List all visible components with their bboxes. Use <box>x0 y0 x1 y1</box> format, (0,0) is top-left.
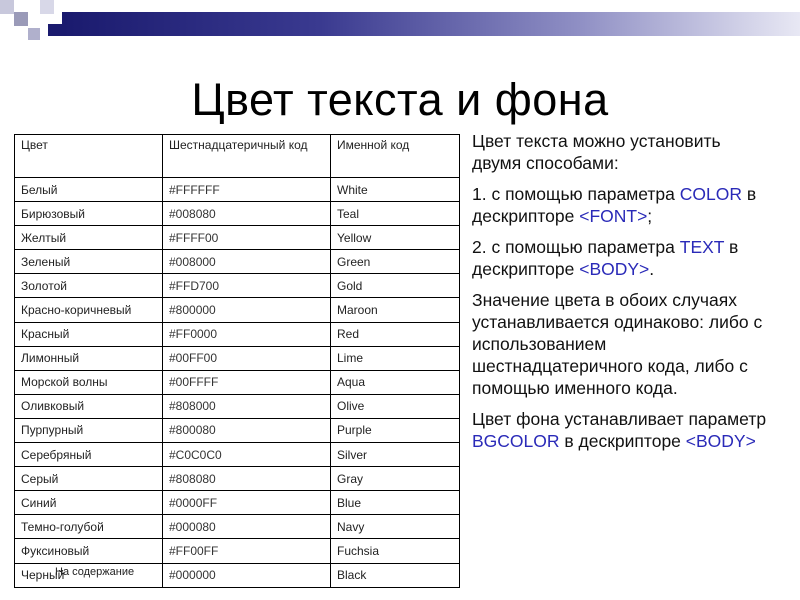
cell-name: Aqua <box>331 370 460 394</box>
cell-name: Navy <box>331 515 460 539</box>
cell-name: Yellow <box>331 226 460 250</box>
deco-square <box>48 24 62 36</box>
cell-color: Черный <box>15 563 163 587</box>
cell-color: Бирюзовый <box>15 202 163 226</box>
slide-title: Цвет текста и фона <box>191 74 609 125</box>
table-row <box>15 370 460 394</box>
cell-hex: #00FF00 <box>163 346 331 370</box>
explanation-text <box>472 130 772 461</box>
table-row <box>15 250 460 274</box>
cell-name: Green <box>331 250 460 274</box>
header-hex: Шестнадцатеричный код <box>163 135 331 178</box>
text-fragment: Цвет фона устанавливает параметр <box>472 409 767 429</box>
text-fragment: в дескрипторе <box>472 184 757 226</box>
keyword: BGCOLOR <box>472 431 560 451</box>
cell-hex: #800000 <box>163 298 331 322</box>
table-row <box>15 467 460 491</box>
cell-color: Синий <box>15 491 163 515</box>
cell-name: Black <box>331 563 460 587</box>
cell-name: Blue <box>331 491 460 515</box>
cell-name: Teal <box>331 202 460 226</box>
cell-color: Серый <box>15 467 163 491</box>
cell-name: Fuchsia <box>331 539 460 563</box>
cell-hex: #FF00FF <box>163 539 331 563</box>
cell-color: Красный <box>15 322 163 346</box>
cell-color: Золотой <box>15 274 163 298</box>
table-row <box>15 346 460 370</box>
cell-hex: #808080 <box>163 467 331 491</box>
paragraph-background <box>472 408 772 452</box>
cell-color: Красно-коричневый <box>15 298 163 322</box>
table-row <box>15 226 460 250</box>
cell-hex: #008000 <box>163 250 331 274</box>
cell-hex: #008080 <box>163 202 331 226</box>
cell-name: Silver <box>331 443 460 467</box>
color-table <box>14 134 460 588</box>
deco-square <box>40 0 54 14</box>
cell-name: Red <box>331 322 460 346</box>
cell-color: Оливковый <box>15 394 163 418</box>
text-fragment: 2. с помощью параметра <box>472 237 680 257</box>
cell-hex: #C0C0C0 <box>163 443 331 467</box>
cell-name: Maroon <box>331 298 460 322</box>
deco-square <box>28 28 40 40</box>
cell-hex: #800080 <box>163 418 331 442</box>
text-fragment: в дескрипторе <box>559 431 686 451</box>
table-row <box>15 443 460 467</box>
cell-name: Gold <box>331 274 460 298</box>
header-band <box>62 12 800 36</box>
keyword: COLOR <box>679 184 742 204</box>
table-row <box>15 322 460 346</box>
table-row <box>15 274 460 298</box>
table-row <box>15 298 460 322</box>
paragraph-value: Значение цвета в обоих случаях устанавливается одинаково: либо с использованием шестнадцатеричного кода, либо с помощью именного кода. <box>472 290 763 398</box>
cell-color: Фуксиновый <box>15 539 163 563</box>
cell-hex: #00FFFF <box>163 370 331 394</box>
cell-hex: #FFFF00 <box>163 226 331 250</box>
keyword: TEXT <box>679 237 725 257</box>
cell-name: Gray <box>331 467 460 491</box>
cell-name: Lime <box>331 346 460 370</box>
cell-color: Белый <box>15 178 163 202</box>
text-fragment: 1. с помощью параметра <box>472 184 680 204</box>
table-row <box>15 491 460 515</box>
cell-hex: #0000FF <box>163 491 331 515</box>
paragraph-method-2 <box>472 236 772 280</box>
table-header-row <box>15 135 460 178</box>
cell-color: Пурпурный <box>15 418 163 442</box>
table-row <box>15 515 460 539</box>
cell-color: Серебряный <box>15 443 163 467</box>
deco-square <box>14 12 28 26</box>
header-color: Цвет <box>15 135 163 178</box>
paragraph-intro: Цвет текста можно установить двумя способами: <box>472 131 721 173</box>
cell-color: Зеленый <box>15 250 163 274</box>
cell-color: Морской волны <box>15 370 163 394</box>
keyword: <BODY> <box>685 431 756 451</box>
text-fragment: в дескрипторе <box>472 237 739 279</box>
cell-name: Purple <box>331 418 460 442</box>
cell-name: White <box>331 178 460 202</box>
cell-color: Темно-голубой <box>15 515 163 539</box>
table-row <box>15 418 460 442</box>
cell-hex: #FF0000 <box>163 322 331 346</box>
cell-color: Лимонный <box>15 346 163 370</box>
keyword: <BODY> <box>579 259 650 279</box>
cell-hex: #FFD700 <box>163 274 331 298</box>
toc-link[interactable]: На содержание <box>55 566 135 578</box>
cell-name: Olive <box>331 394 460 418</box>
cell-hex: #808000 <box>163 394 331 418</box>
cell-hex: #FFFFFF <box>163 178 331 202</box>
keyword: <FONT> <box>579 206 648 226</box>
table-row <box>15 202 460 226</box>
cell-hex: #000080 <box>163 515 331 539</box>
header-name: Именной код <box>331 135 460 178</box>
table-row <box>15 394 460 418</box>
table-row <box>15 539 460 563</box>
cell-hex: #000000 <box>163 563 331 587</box>
text-fragment: ; <box>647 206 653 226</box>
text-fragment: . <box>649 259 655 279</box>
cell-color: Желтый <box>15 226 163 250</box>
paragraph-method-1 <box>472 183 772 227</box>
deco-square <box>0 0 14 14</box>
table-row <box>15 178 460 202</box>
